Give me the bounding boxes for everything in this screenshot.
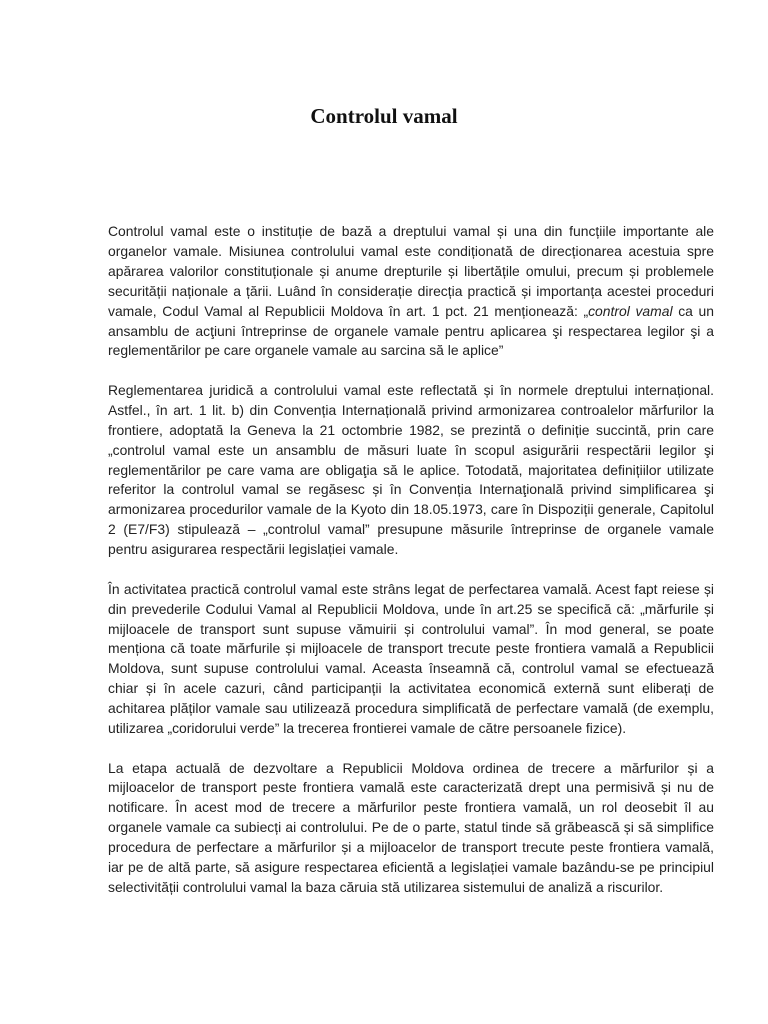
document-title: Controlul vamal <box>310 104 458 128</box>
text-run: Controlul vamal este o instituție de bază a dreptului vamal și una din funcțiile importante ale organelor vamale. Misiunea controlului vamal este condiționată de direcționarea acestuia spre apărarea valorilor constituționale și anume drepturile și libertățile omului, precum și problemele securității naționale a țării. Luând în considerație direcția practică și importanța acestei proceduri vamale, Codul Vamal al Republicii Moldova în art. 1 pct. 21 menționează: „ <box>108 223 714 319</box>
text-run: Reglementarea juridică a controlului vamal este reflectată și în normele dreptului internațional. Astfel., în art. 1 lit. b) din Convenția Internațională privind armonizarea controalelor mărfurilor la frontiere, adoptată la Geneva la 21 octombrie 1982, se prezintă o definiție succintă, prin care „controlul vamal este un ansamblu de măsuri luate în scopul asigurării respectării legilor şi reglementărilor pe care vama are obligaţia să le aplice. Totodată, majoritatea definițiilor utilizate referitor la controlul vamal se regăsesc și în Convenția Internaţională privind simplificarea şi armonizarea procedurilor vamale de la Kyoto din 18.05.1973, care în Dispoziții generale, Capitolul 2 (E7/F3) stipulează – „controlul vamal” presupune măsurile întreprinse de organele vamale pentru asigurarea respectării legislației vamale. <box>108 381 714 558</box>
document-body <box>108 222 714 917</box>
paragraph-4 <box>108 759 714 898</box>
text-run: În activitatea practică controlul vamal este strâns legat de perfectarea vamală. Acest fapt reiese și din prevederile Codului Vamal al Republicii Moldova, unde în art.25 se specifică că: „mărfurile și mijloacele de transport sunt supuse vămuirii și controlului vamal”. În mod general, se poate menționa că toate mărfurile și mijloacele de transport trecute peste frontiera vamală a Republicii Moldova, sunt supuse controlului vamal. Aceasta înseamnă că, controlul vamal se efectuează chiar și în acele cazuri, când participanții la activitatea economică externă sunt eliberați de achitarea plăților vamale sau utilizează procedura simplificată de perfectare vamală (de exemplu, utilizarea „coridorului verde” la trecerea frontierei vamale de către persoanele fizice). <box>108 580 714 737</box>
paragraph-2 <box>108 381 714 560</box>
paragraph-1 <box>108 222 714 361</box>
text-run-italic: control vamal <box>588 302 673 319</box>
paragraph-3 <box>108 580 714 739</box>
text-run: La etapa actuală de dezvoltare a Republicii Moldova ordinea de trecere a mărfurilor și a mijloacelor de transport peste frontiera vamală este caracterizată drept una permisivă și nu de notificare. În acest mod de trecere a mărfurilor peste frontiera vamală, un rol deosebit îl au organele vamale ca subiecți ai controlului. Pe de o parte, statul tinde să grăbească și să simplifice procedura de perfectare a mărfurilor și a mijloacelor de transport trecute peste frontiera vamală, iar pe de altă parte, să asigure respectarea eficientă a legislației vamale bazându-se pe principiul selectivității controlului vamal la baza căruia stă utilizarea sistemului de analiză a riscurilor. <box>108 759 714 895</box>
text-run: ca un ansamblu de acţiuni întreprinse de organele vamale pentru aplicarea şi respectarea legilor şi a reglementărilor pe care organele vamale au sarcina să le aplice” <box>108 302 714 359</box>
